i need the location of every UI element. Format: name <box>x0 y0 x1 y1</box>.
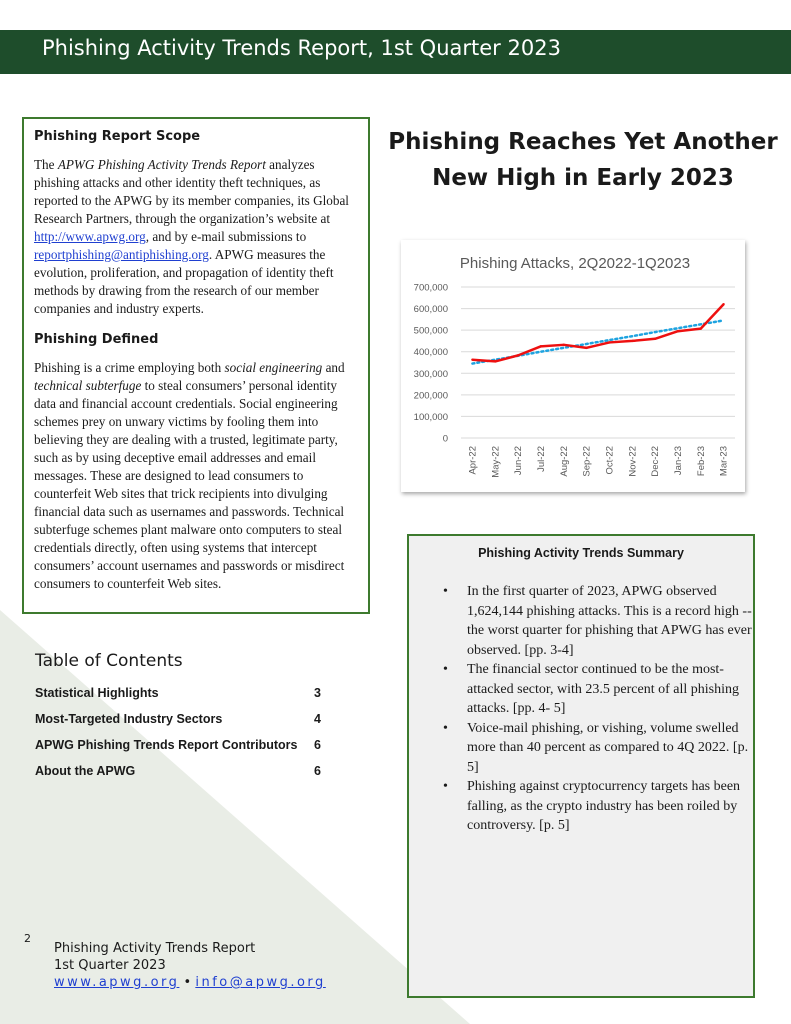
defined-text: and <box>322 360 345 375</box>
bullet-icon: • <box>443 779 448 794</box>
x-tick-label: Oct-22 <box>604 446 616 475</box>
summary-item-text: The financial sector continued to be the most-attacked sector, with 23.5 percent of all phishing attacks. [pp. 4- 5] <box>467 662 739 716</box>
toc-item-label: Statistical Highlights <box>35 686 159 700</box>
toc-item[interactable] <box>35 686 325 702</box>
x-tick-label: Dec-22 <box>650 446 662 477</box>
footer-quarter: 1st Quarter 2023 <box>54 958 166 973</box>
data-point <box>585 347 587 349</box>
y-tick-label: 100,000 <box>413 411 448 423</box>
data-point <box>494 360 496 362</box>
data-point <box>608 341 610 343</box>
chart-canvas <box>401 240 745 492</box>
x-tick-label: Jul-22 <box>535 446 547 472</box>
scope-text: . APWG measures the evolution, proliferation, and propagation of identity theft methods by drawing from the research of our member companies and industry experts. <box>34 247 334 316</box>
y-tick-label: 500,000 <box>413 325 448 337</box>
data-point <box>563 344 565 346</box>
data-point <box>722 303 724 305</box>
report-name-italic: APWG Phishing Activity Trends Report <box>57 157 266 172</box>
footer-report-name: Phishing Activity Trends Report <box>54 941 256 956</box>
data-point <box>700 327 702 329</box>
toc-item[interactable] <box>35 764 325 780</box>
footer-email-link[interactable]: info@apwg.org <box>195 975 326 990</box>
summary-box <box>407 534 755 998</box>
headline-line-2: New High in Early 2023 <box>432 165 734 191</box>
scope-heading: Phishing Report Scope <box>34 129 201 144</box>
summary-list <box>443 582 753 836</box>
data-point <box>540 345 542 347</box>
x-tick-label: May-22 <box>490 446 502 478</box>
report-email-link[interactable]: reportphishing@antiphishing.org <box>34 247 209 262</box>
summary-item-text: Voice-mail phishing, or vishing, volume swelled more than 40 percent as compared to 4Q 2022. [p. 5] <box>467 720 749 775</box>
report-scope-box <box>22 117 370 614</box>
headline <box>383 124 783 196</box>
data-point <box>677 330 679 332</box>
y-tick-label: 600,000 <box>413 304 448 316</box>
toc-item-label: Most-Targeted Industry Sectors <box>35 712 223 726</box>
phishing-chart <box>401 240 745 492</box>
page-number: 2 <box>24 932 31 945</box>
summary-item <box>443 719 753 778</box>
y-tick-label: 200,000 <box>413 390 448 402</box>
x-tick-label: Jan-23 <box>672 446 684 476</box>
summary-item <box>443 582 753 660</box>
defined-heading: Phishing Defined <box>34 332 159 347</box>
y-tick-label: 300,000 <box>413 368 448 380</box>
summary-item <box>443 777 753 836</box>
bullet-icon: • <box>443 584 448 599</box>
term-italic: social engineering <box>224 360 323 375</box>
x-tick-label: Feb-23 <box>695 446 707 477</box>
chart-title: Phishing Attacks, 2Q2022-1Q2023 <box>459 255 691 272</box>
summary-item <box>443 660 753 719</box>
x-tick-label: Sep-22 <box>581 446 593 477</box>
scope-text: analyzes phishing attacks and other identity theft techniques, as reported to the APWG by its member companies, its Global Research Partners, through the organization’s website at <box>34 157 349 226</box>
defined-text: to steal consumers’ personal identity data and financial account credentials. Social engineering schemes prey on unwary victims by fooling them into believing they are dealing with a trusted, legitimate party, such as by using deceptive email addresses and email messages. These are designed to lead consumers to counterfeit Web sites that trick recipients into divulging financial data such as usernames and passwords. Technical subterfuge schemes plant malware onto computers to steal credentials directly, often using systems that intercept consumers’ account usernames and passwords or misdirect consumers to counterfeit Web sites. <box>34 378 345 591</box>
x-tick-label: Mar-23 <box>718 446 730 477</box>
data-point <box>654 338 656 340</box>
data-point <box>631 340 633 342</box>
phishing-attacks-line <box>472 304 723 361</box>
report-title: Phishing Activity Trends Report, 1st Quarter 2023 <box>42 36 561 60</box>
apwg-website-link[interactable]: http://www.apwg.org <box>34 229 146 244</box>
header-band <box>0 30 791 74</box>
summary-item-text: In the first quarter of 2023, APWG observed 1,624,144 phishing attacks. This is a record high -- the worst quarter for phishing that APWG has ever observed. [pp. 3-4] <box>467 584 752 658</box>
footer <box>54 940 326 991</box>
scope-text: The <box>34 157 58 172</box>
toc-item-page: 6 <box>314 764 321 778</box>
defined-text: Phishing is a crime employing both <box>34 360 225 375</box>
bullet-icon: • <box>443 720 448 736</box>
y-tick-label: 700,000 <box>413 282 448 294</box>
x-tick-label: Aug-22 <box>558 446 570 477</box>
footer-website-link[interactable]: www.apwg.org <box>54 975 180 990</box>
x-tick-label: Jun-22 <box>513 446 525 476</box>
toc-item-label: About the APWG <box>35 764 136 778</box>
toc-item-page: 6 <box>314 738 321 752</box>
data-point <box>471 358 473 360</box>
scope-paragraph <box>34 156 358 318</box>
footer-separator: • <box>179 975 196 990</box>
x-tick-label: Apr-22 <box>467 446 479 475</box>
x-tick-label: Nov-22 <box>627 446 639 477</box>
toc-item-page: 3 <box>314 686 321 700</box>
bullet-icon: • <box>443 662 448 677</box>
term-italic: technical subterfuge <box>34 378 142 393</box>
summary-item-text: Phishing against cryptocurrency targets has been falling, as the crypto industry has been roiled by controversy. [p. 5] <box>467 779 741 833</box>
toc-item[interactable] <box>35 738 325 754</box>
footer-links <box>54 974 326 991</box>
summary-title: Phishing Activity Trends Summary <box>478 546 684 560</box>
scope-text: , and by e-mail submissions to <box>145 229 307 244</box>
data-point <box>517 354 519 356</box>
y-tick-label: 0 <box>442 433 448 445</box>
y-tick-label: 400,000 <box>413 347 448 359</box>
defined-paragraph <box>34 359 358 593</box>
toc-item[interactable] <box>35 712 325 728</box>
toc-item-page: 4 <box>314 712 321 726</box>
toc-item-label: APWG Phishing Trends Report Contributors <box>35 738 298 752</box>
headline-line-1: Phishing Reaches Yet Another <box>388 129 778 155</box>
toc-title: Table of Contents <box>35 651 183 671</box>
